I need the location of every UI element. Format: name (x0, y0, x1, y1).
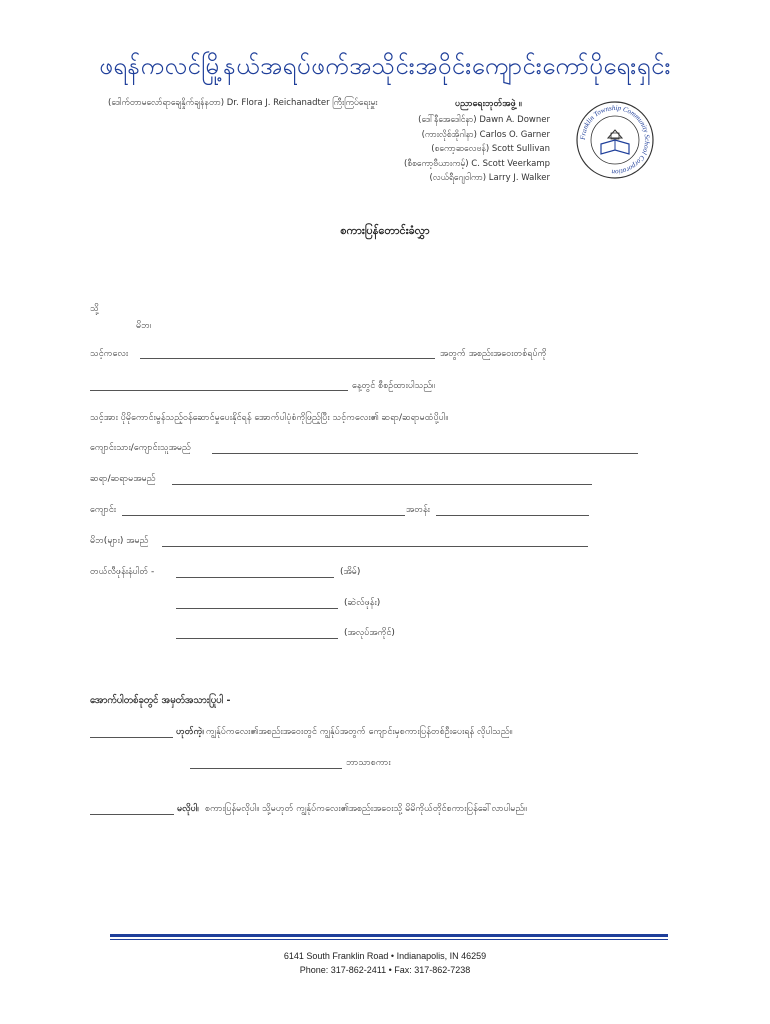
grade-field[interactable] (436, 515, 589, 516)
school-field[interactable] (122, 515, 405, 516)
footer-address: 6141 South Franklin Road • Indianapolis, IN 46259 (283, 951, 487, 961)
work-phone-field[interactable] (176, 638, 338, 639)
student-name-label: ကျောင်းသား/ကျောင်းသူအမည် (90, 443, 191, 453)
student-name-field[interactable] (212, 453, 638, 454)
child-label: သင့်ကလေး (90, 349, 129, 359)
meeting-text: အတွက် အစည်းအဝေးတစ်ရပ်ကို (440, 349, 547, 359)
meeting-date-field[interactable] (90, 390, 348, 391)
check-heading: အောက်ပါတစ်ခုတွင် အမှတ်အသားပြုပါ - (90, 695, 231, 706)
document-title: စကားပြန်တောင်းခံလွှာ (340, 224, 430, 237)
home-phone-field[interactable] (176, 577, 334, 578)
yes-text: ကျွန်ုပ်ကလေး၏အစည်းအဝေးတွင် ကျွန်ုပ်အတွက် ကျောင်းမှစကားပြန်တစ်ဦးပေးရန် လိုပါသည်။ (206, 727, 513, 737)
footer-contact: Phone: 317-862-2411 • Fax: 317-862-7238 (299, 965, 471, 975)
seal-ring-text: Franklin Township Community School Corporation (578, 103, 652, 177)
instruction-text: သင့်အား ပိုမိုကောင်းမွန်သည့်ဝန်ဆောင်မှုပေးနိုင်ရန် အောက်ပါပုံစံကိုဖြည့်ပြီး သင့်ကလေး၏ ဆရာ/ဆရာမထံပို့ပါ။ (90, 413, 449, 423)
board-title: ပညာရေးဘုတ်အဖွဲ့ ။ (455, 99, 522, 109)
board-member: (လယ်ရီဂျေဝါကာ) Larry J. Walker (429, 173, 550, 183)
cell-phone-field[interactable] (176, 608, 338, 609)
no-checkbox-line[interactable] (90, 814, 174, 815)
board-member: (စကော့ဆလေဗန်) Scott Sullivan (431, 144, 550, 154)
superintendent-line: (ဒေါက်တာမလော်ရာချေနှိုက်ချန်နတာ) Dr. Flora J. Reichanadter ကြီးကြပ်ရေးမှူး (108, 98, 378, 108)
footer-divider-bottom (110, 939, 668, 940)
grade-label: အတန်း (406, 505, 430, 515)
board-members (400, 113, 550, 186)
child-name-field[interactable] (140, 358, 435, 359)
home-phone-label: (အိမ်) (340, 567, 361, 577)
parent-salutation: မိဘ၊ (136, 321, 152, 331)
teacher-name-field[interactable] (172, 484, 592, 485)
yes-label: ဟုတ်ကဲ့၊ (176, 727, 204, 737)
board-member: (ဒေါ်နီအေဒေါင်နာ) Dawn A. Downer (418, 115, 550, 125)
teacher-name-label: ဆရာ/ဆရာမအမည် (90, 474, 156, 484)
yes-checkbox-line[interactable] (90, 737, 173, 738)
organization-title: ဖရန်ကလင်မြို့နယ်အရပ်ဖက်အသိုင်းအဝိုင်းကျောင်းကော်ပိုရေးရှင်း (99, 52, 671, 80)
date-text: နေ့တွင် စီစဉ်ထားပါသည်။ (352, 381, 435, 391)
phone-label: တယ်လီဖုန်းနံပါတ် - (90, 567, 155, 577)
cell-phone-label: (ဆဲလ်ဖုန်း) (344, 598, 381, 608)
no-text: စကားပြန်မလိုပါ။ သို့မဟုတ် ကျွန်ုပ်ကလေး၏အစည်းအဝေးသို့ မိမိကိုယ်တိုင်စကားပြန်ခေါ်လာပါမည်။ (205, 804, 527, 814)
board-member: (ကားလိုစ်အိုဂါနာ) Carlos O. Garner (421, 129, 550, 140)
school-seal-icon (575, 100, 655, 180)
school-label: ကျောင်း (90, 505, 117, 515)
parent-name-label: မိဘ(များ) အမည် (90, 536, 149, 546)
no-label: မလိုပါ၊ (177, 804, 199, 814)
language-label: ဘာသာစကား (346, 758, 391, 768)
parent-name-field[interactable] (162, 546, 588, 547)
work-phone-label: (အလုပ်အကိုင်) (344, 628, 395, 638)
footer-divider-top (110, 934, 668, 937)
board-member: (စီစကော့ဗီယားကမ့်) C. Scott Veerkamp (404, 158, 550, 169)
language-field[interactable] (190, 768, 342, 769)
to-label: သို့ (90, 304, 99, 314)
